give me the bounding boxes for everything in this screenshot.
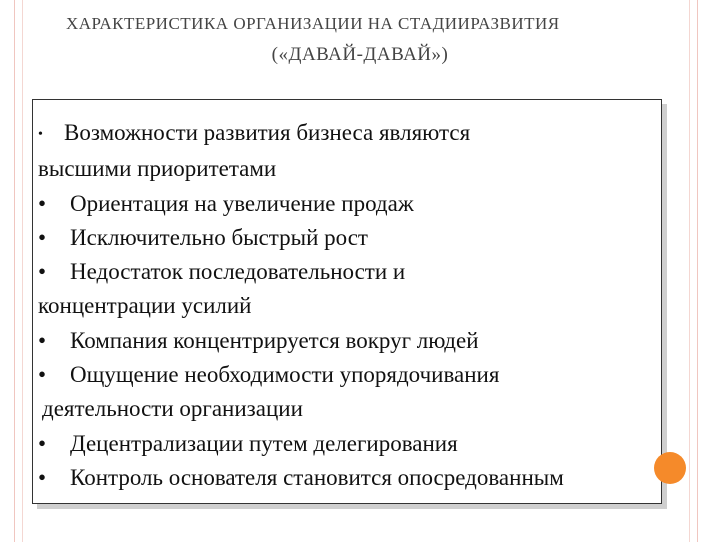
slide-accent-dot [654,452,686,484]
list-item-text: Ориентация на увеличение продаж [70,190,414,216]
list-item [38,255,678,289]
bullet-icon: • [38,259,47,285]
bullet-icon: • [38,190,47,216]
slide-title: ХАРАКТЕРИСТИКА ОРГАНИЗАЦИИ НА СТАДИИРАЗВИТИЯ [66,14,560,33]
bullet-list [38,116,678,495]
list-item [38,221,678,255]
list-item-text: Ощущение необходимости упорядочивания [70,362,500,388]
list-item [38,116,678,152]
list-item-text: Возможности развития бизнеса являются [64,120,471,145]
list-item [38,461,678,495]
list-item-text: Контроль основателя становится опосредованным [70,464,564,490]
list-item-text: Компания концентрируется вокруг людей [70,327,479,353]
bullet-icon: • [38,430,47,456]
bullet-icon: • [38,464,47,490]
list-item-continuation [38,152,678,186]
bullet-icon: • [38,224,47,250]
bullet-icon: • [38,362,47,388]
bullet-icon: • [38,127,43,142]
list-item-text: высшими приоритетами [38,156,277,182]
list-item-text: Децентрализации путем делегирования [70,430,458,456]
list-item-text: Недостаток последовательности и [70,259,406,285]
list-item-text: концентрации усилий [38,293,252,319]
list-item [38,187,678,221]
bullet-icon: • [38,327,47,353]
list-item-text: Исключительно быстрый рост [70,224,368,250]
slide-subtitle: («ДАВАЙ-ДАВАЙ») [271,44,449,65]
list-item [38,358,678,392]
list-item-continuation [38,289,678,323]
list-item-text: деятельности организации [42,396,303,422]
list-item-continuation [38,392,678,426]
list-item [38,427,678,461]
list-item [38,324,678,358]
